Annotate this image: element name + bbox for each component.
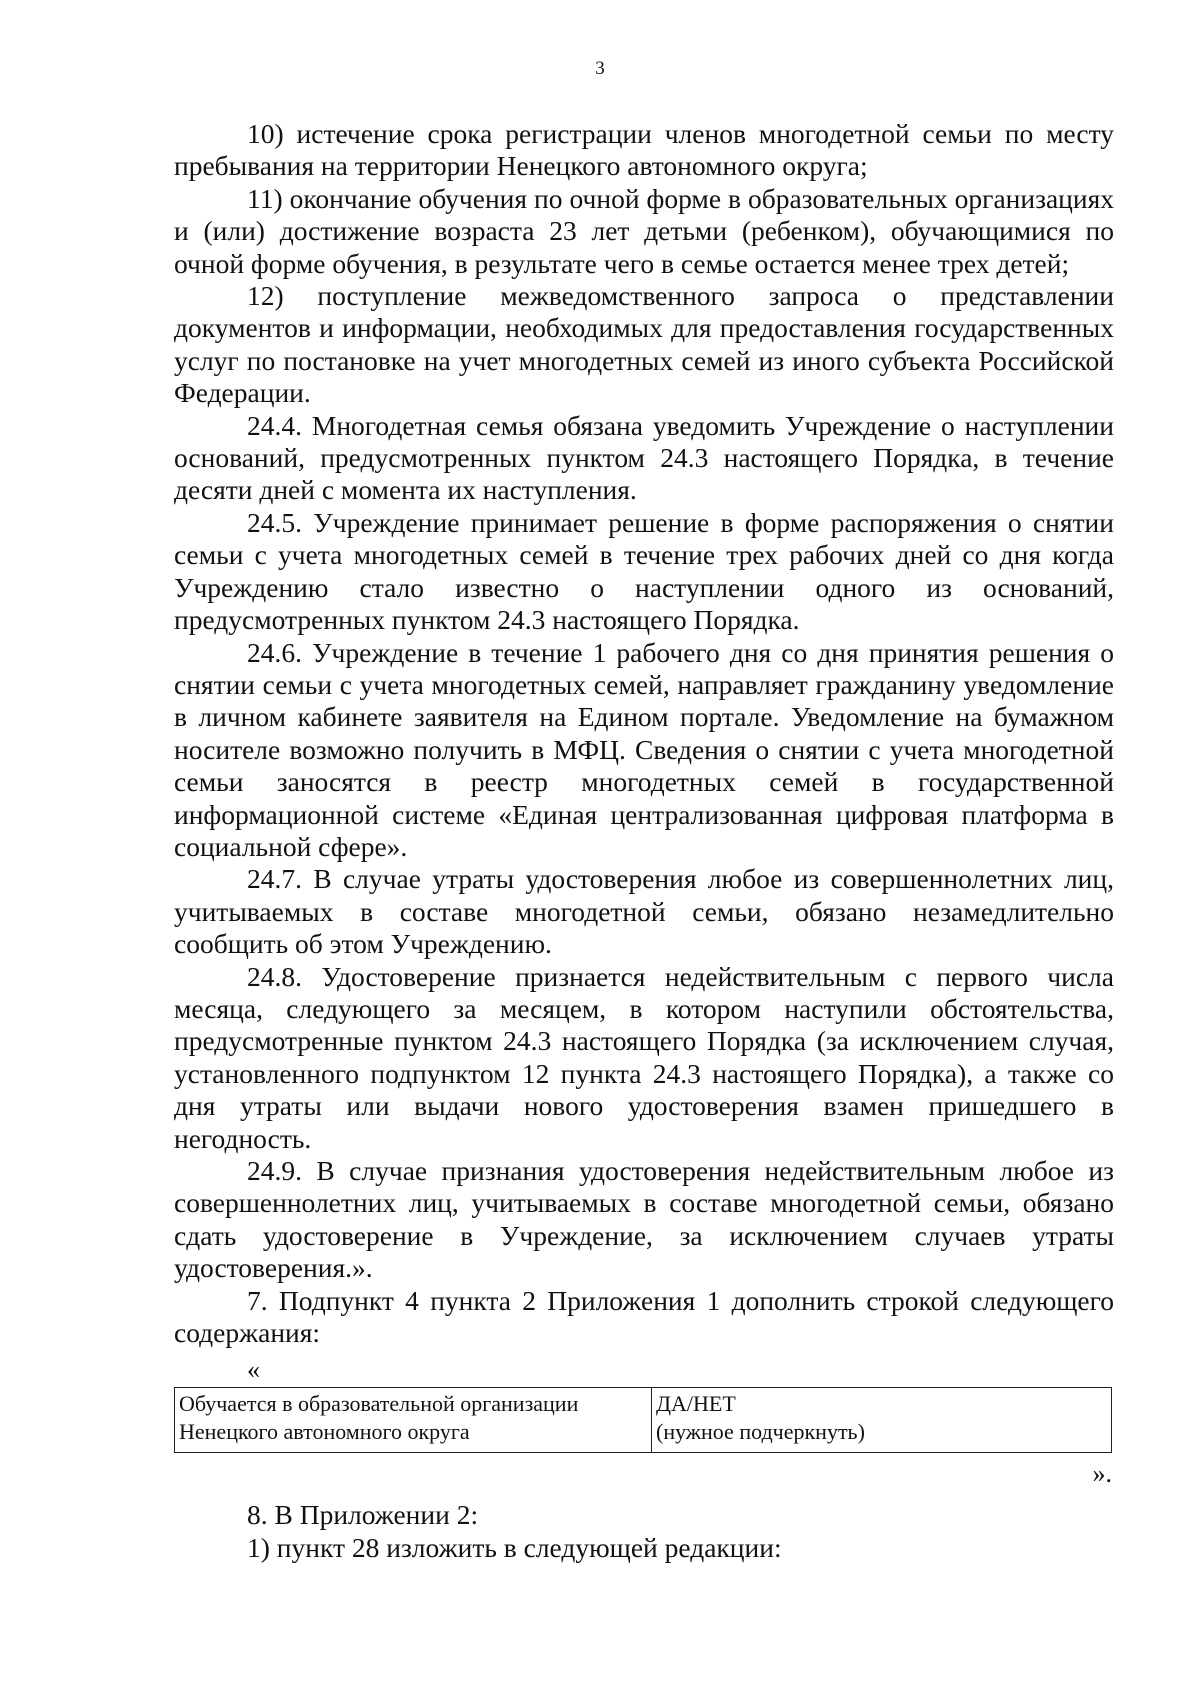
table-cell-text: Обучается в образовательной организации bbox=[179, 1391, 579, 1417]
paragraph-item-12: 12) поступление межведомственного запроса о представлении документов и информации, необходимых для предоставления государственных услуг по постановке на учет многодетных семей из иного субъекта Российской Федерации. bbox=[174, 280, 1114, 409]
paragraph-7: 7. Подпункт 4 пункта 2 Приложения 1 дополнить строкой следующего содержания: bbox=[174, 1284, 1114, 1349]
table-cell-text: Ненецкого автономного округа bbox=[179, 1419, 470, 1445]
table-row bbox=[175, 1388, 1112, 1453]
inserted-row-table bbox=[174, 1387, 1112, 1453]
paragraph-8: 8. В Приложении 2: bbox=[247, 1499, 479, 1531]
table-cell-text: ДА/НЕТ bbox=[656, 1391, 736, 1417]
paragraph-8-1: 1) пункт 28 изложить в следующей редакции: bbox=[247, 1531, 782, 1563]
table-cell-text: (нужное подчеркнуть) bbox=[656, 1419, 865, 1445]
paragraph-item-11: 11) окончание обучения по очной форме в образовательных организациях и (или) достижение возраста 23 лет детьми (ребенком), обучающимися по очной форме обучения, в результате чего в семье остается менее трех детей; bbox=[174, 182, 1114, 279]
paragraph-24-6: 24.6. Учреждение в течение 1 рабочего дня со дня принятия решения о снятии семьи с учета многодетных семей, направляет гражданину уведомление в личном кабинете заявителя на Едином портале. Уведомление на бумажном носителе возможно получить в МФЦ. Сведения о снятии с учета многодетной семьи заносятся в реестр многодетных семей в государственной информационной системе «Единая централизованная цифровая платформа в социальной сфере». bbox=[174, 636, 1114, 862]
close-quote-mark: ». bbox=[1092, 1459, 1112, 1489]
paragraph-24-5: 24.5. Учреждение принимает решение в форме распоряжения о снятии семьи с учета многодетных семей в течение трех рабочих дней со дня когда Учреждению стало известно о наступлении одного из оснований, предусмотренных пунктом 24.3 настоящего Порядка. bbox=[174, 506, 1114, 636]
paragraph-item-10: 10) истечение срока регистрации членов многодетной семьи по месту пребывания на территории Ненецкого автономного округа; bbox=[174, 118, 1114, 182]
paragraph-24-9: 24.9. В случае признания удостоверения недействительным любое из совершеннолетних лиц, учитываемых в составе многодетной семьи, обязано сдать удостоверение в Учреждение, за исключением случаев утраты удостоверения.». bbox=[174, 1155, 1114, 1284]
page-number: 3 bbox=[595, 58, 605, 79]
paragraph-24-7: 24.7. В случае утраты удостоверения любое из совершеннолетних лиц, учитываемых в составе многодетной семьи, обязано незамедлительно сообщить об этом Учреждению. bbox=[174, 863, 1114, 960]
open-quote-mark: « bbox=[247, 1355, 260, 1385]
document-body bbox=[174, 118, 1114, 1564]
paragraph-24-4: 24.4. Многодетная семья обязана уведомить Учреждение о наступлении оснований, предусмотренных пунктом 24.3 настоящего Порядка, в течение десяти дней с момента их наступления. bbox=[174, 409, 1114, 506]
table-cell-studies-label bbox=[175, 1388, 652, 1453]
table-cell-yes-no bbox=[652, 1388, 1112, 1453]
paragraph-24-8: 24.8. Удостоверение признается недействительным с первого числа месяца, следующего за месяцем, в котором наступили обстоятельства, предусмотренные пунктом 24.3 настоящего Порядка (за исключением случая, установленного подпунктом 12 пункта 24.3 настоящего Порядка), а также со дня утраты или выдачи нового удостоверения взамен пришедшего в негодность. bbox=[174, 960, 1114, 1154]
